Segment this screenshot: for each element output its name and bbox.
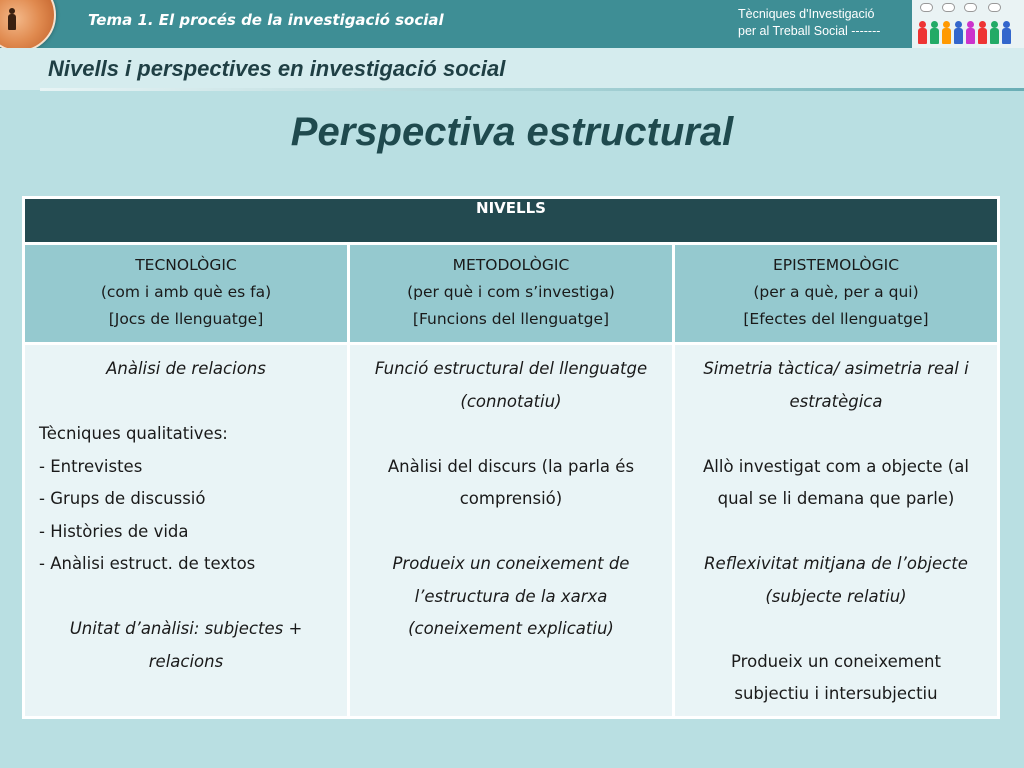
column-header-title: TECNOLÒGIC [135,256,237,274]
top-bar [0,0,1024,48]
techniques-label: Tècniques qualitatives: [39,424,228,443]
list-item: - Històries de vida [39,521,189,541]
column-header-title: EPISTEMOLÒGIC [772,256,900,274]
topic-title: Tema 1. El procés de la investigació social [88,11,444,29]
epistemologic-p1-cont: estratègica [789,391,883,411]
cell-tecnologic [24,344,349,718]
metodologic-p2: Anàlisi del discurs (la parla és [387,456,635,476]
metodologic-p1-cont: (connotatiu) [460,391,562,411]
section-title: Nivells i perspectives en investigació social [48,56,506,81]
course-name-line1: Tècniques d'Investigació [738,7,875,21]
divider [40,88,1024,91]
epistemologic-p2: Allò investigat com a objecte (al [703,456,969,476]
column-header-tecnologic [24,244,349,344]
table-header: NIVELLS [24,198,999,244]
epistemologic-p3: Reflexivitat mitjana de l’objecte [704,554,968,573]
unit-of-analysis: Unitat d’anàlisi: subjectes + [69,619,303,638]
column-header-note: [Efectes del llenguatge] [743,310,929,328]
cell-metodologic [348,344,673,718]
epistemologic-p3-cont: (subjecte relatiu) [765,586,907,606]
column-header-title: METODOLÒGIC [452,256,570,274]
list-item: - Entrevistes [39,456,143,476]
epistemologic-p4: Produeix un coneixement [731,651,941,671]
epistemologic-p4-cont: subjectiu i intersubjectiu [734,684,938,703]
epistemologic-p2-cont: qual se li demana que parle) [717,489,955,508]
column-header-question: (per què i com s’investiga) [407,283,615,301]
cell-epistemologic [673,344,998,718]
tecnologic-intro: Anàlisi de relacions [106,359,266,378]
metodologic-p3-cont: l’estructura de la xarxa [414,586,608,606]
column-header-note: [Funcions del llenguatge] [412,310,610,328]
course-name-line2: per al Treball Social ------- [738,24,881,38]
column-header-note: [Jocs de llenguatge] [108,310,264,328]
epistemologic-p1: Simetria tàctica/ asimetria real i [703,359,969,378]
column-header-question: (com i amb què es fa) [100,283,272,301]
levels-table [22,196,1000,719]
metodologic-p3-cont2: (coneixement explicatiu) [408,619,614,638]
techniques-list [35,418,337,581]
unit-of-analysis-cont: relacions [148,651,224,671]
list-item: - Anàlisi estruct. de textos [39,554,256,573]
column-header-epistemologic [673,244,998,344]
metodologic-p2-cont: comprensió) [459,489,563,508]
page-title: Perspectiva estructural [290,110,734,154]
column-header-metodologic [348,244,673,344]
people-group-icon [912,0,1024,48]
course-name [738,6,908,40]
list-item: - Grups de discussió [39,489,206,508]
researcher-logo-icon [0,0,56,52]
column-header-question: (per a què, per a qui) [753,283,919,301]
metodologic-p3: Produeix un coneixement de [392,554,630,573]
metodologic-p1: Funció estructural del llenguatge [374,359,648,378]
